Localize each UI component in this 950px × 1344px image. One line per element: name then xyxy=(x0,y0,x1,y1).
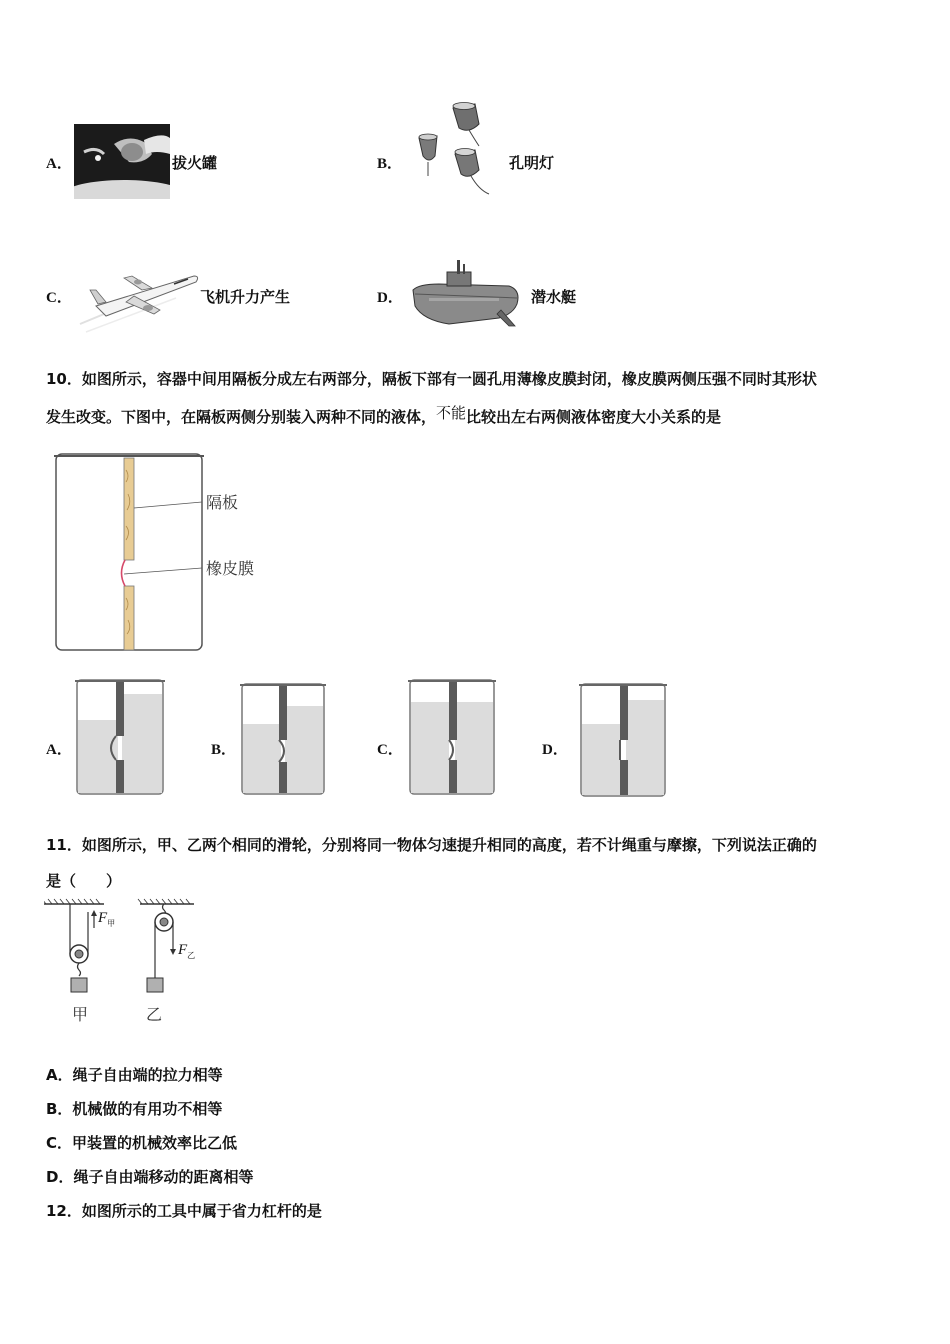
q9-option-d-label: 潜水艇 xyxy=(531,288,577,306)
q12-line1: 12．如图所示的工具中属于省力杠杆的是 xyxy=(46,1202,322,1220)
container-diagram xyxy=(52,450,282,656)
airplane-image xyxy=(76,262,200,338)
force-jia-symbol: F xyxy=(98,910,108,926)
q9-option-c-label: 飞机升力产生 xyxy=(200,288,291,306)
q11-choice-d: D．绳子自由端移动的距离相等 xyxy=(46,1168,254,1186)
q11-choice-a: A．绳子自由端的拉力相等 xyxy=(46,1066,223,1084)
q11-line2: 是（ ） xyxy=(46,872,122,890)
q9-option-b xyxy=(377,100,677,200)
q10-option-a-letter: A． xyxy=(46,742,72,758)
q10-line2-a: 发生改变。下图中，在隔板两侧分别装入两种不同的液体， xyxy=(46,408,437,426)
q10-option-c xyxy=(377,676,507,800)
label-yi: 乙 xyxy=(146,1005,163,1024)
q10-line2-emphasis: 不能 xyxy=(436,404,467,422)
force-yi-label xyxy=(178,942,195,961)
pulley-diagram xyxy=(44,898,214,1024)
force-yi-sub: 乙 xyxy=(187,951,196,960)
q11-choice-b: B．机械做的有用功不相等 xyxy=(46,1100,223,1118)
force-yi-symbol: F xyxy=(178,942,188,958)
submarine-image xyxy=(409,254,521,334)
force-jia-label xyxy=(98,910,115,929)
label-membrane: 橡皮膜 xyxy=(206,559,255,578)
label-partition: 隔板 xyxy=(206,493,239,512)
q10-line2 xyxy=(46,398,721,436)
q10-option-b xyxy=(211,676,341,800)
sky-lanterns-image xyxy=(409,100,505,198)
q10-option-a xyxy=(46,676,176,800)
q9-option-a-letter: A． xyxy=(46,156,72,172)
cupping-photo xyxy=(74,124,170,199)
q11-choice-c: C．甲装置的机械效率比乙低 xyxy=(46,1134,238,1152)
q9-option-d xyxy=(377,254,677,334)
q9-option-a-label: 拔火罐 xyxy=(172,154,218,172)
label-jia: 甲 xyxy=(72,1005,89,1024)
q10-option-c-letter: C． xyxy=(377,742,403,758)
q10-option-b-letter: B． xyxy=(211,742,237,758)
q9-option-c xyxy=(46,262,346,338)
force-jia-sub: 甲 xyxy=(107,919,116,928)
q9-option-d-letter: D． xyxy=(377,290,403,306)
q10-line1: 10．如图所示，容器中间用隔板分成左右两部分，隔板下部有一圆孔用薄橡皮膜封闭，橡皮膜两侧压强不同时其形状 xyxy=(46,370,817,388)
q10-option-d-letter: D． xyxy=(542,742,568,758)
q9-option-c-letter: C． xyxy=(46,290,72,306)
q10-option-d xyxy=(542,676,682,800)
q11-line1: 11．如图所示，甲、乙两个相同的滑轮，分别将同一物体匀速提升相同的高度，若不计绳重与摩擦，下列说法正确的 xyxy=(46,836,817,854)
q9-option-b-label: 孔明灯 xyxy=(509,154,555,172)
q10-line2-c: 比较出左右两侧液体密度大小关系的是 xyxy=(466,408,722,426)
q9-option-b-letter: B． xyxy=(377,156,403,172)
q9-option-a xyxy=(46,118,346,200)
